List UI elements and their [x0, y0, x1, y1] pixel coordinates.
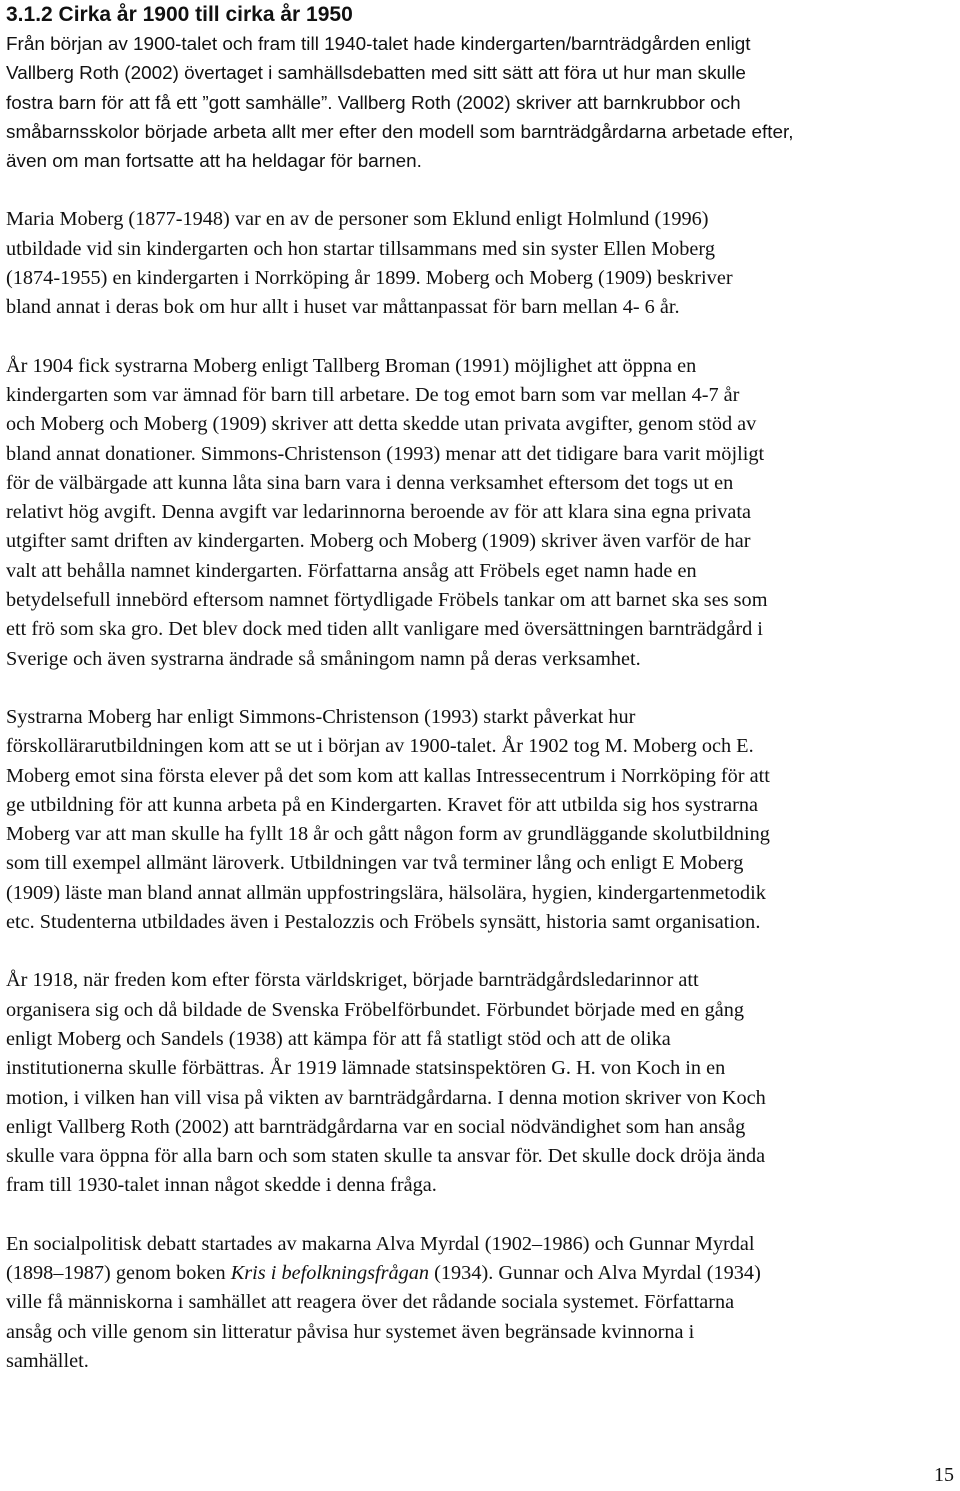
text-line: enligt Moberg och Sandels (1938) att kämpa för att få statligt stöd och att de olika: [6, 1027, 671, 1050]
text-line: Vallberg Roth (2002) övertaget i samhällsdebatten med sitt sätt att föra ut hur man skulle: [6, 63, 746, 85]
text-line: för de välbärgade att kunna låta sina barn vara i denna verksamhet eftersom det togs ut en: [6, 471, 734, 494]
book-title: Kris i befolkningsfrågan: [230, 1261, 430, 1284]
text-line-with-book-title: [6, 1259, 956, 1288]
document-page: [6, 0, 956, 1376]
text-line: Sverige och även systrarna ändrade så småningom namn på deras verksamhet.: [6, 647, 641, 670]
text-line: förskollärarutbildningen kom att se ut i början av 1900-talet. År 1902 tog M. Moberg och E.: [6, 735, 754, 758]
text-line: ville få människorna i samhället att reagera över det rådande sociala systemet. Författarna: [6, 1291, 735, 1314]
text-line: fram till 1930-talet innan något skedde i denna fråga.: [6, 1174, 437, 1197]
text-line: Från början av 1900-talet och fram till 1940-talet hade kindergarten/barnträdgården enligt: [6, 34, 751, 55]
text-line: ansåg och ville genom sin litteratur påvisa hur systemet även begränsade kvinnorna i: [6, 1320, 695, 1343]
text-line: Moberg emot sina första elever på det som kom att kallas Intressecentrum i Norrköping för att: [6, 764, 770, 787]
text-line: En socialpolitisk debatt startades av makarna Alva Myrdal (1902–1986) och Gunnar Myrdal: [6, 1232, 755, 1255]
text-segment: (1898–1987) genom boken: [6, 1261, 231, 1284]
text-line: bland annat i deras bok om hur allt i huset var måttanpassat för barn mellan 4- 6 år.: [6, 296, 680, 319]
text-line: (1874-1955) en kindergarten i Norrköping år 1899. Moberg och Moberg (1909) beskriver: [6, 267, 733, 290]
text-line: skulle vara öppna för alla barn och som staten skulle ta ansvar för. Det skulle dock dröja ända: [6, 1145, 766, 1168]
text-line: bland annat donationer. Simmons-Christenson (1993) menar att det tidigare bara varit möjligt: [6, 442, 765, 465]
text-line: År 1904 fick systrarna Moberg enligt Tallberg Broman (1991) möjlighet att öppna en: [6, 354, 697, 377]
text-line: År 1918, när freden kom efter första världskriget, började barnträdgårdsledarinnor att: [6, 969, 699, 992]
text-line: organisera sig och då bildade de Svenska Fröbelförbundet. Förbundet började med en gång: [6, 998, 745, 1021]
text-segment: (1934). Gunnar och Alva Myrdal (1934): [429, 1261, 761, 1284]
text-line: samhället.: [6, 1349, 89, 1372]
text-line: motion, i vilken han vill visa på vikten av barnträdgårdarna. I denna motion skriver von Koch: [6, 1086, 766, 1109]
text-line: betydelsefull innebörd eftersom namnet förtydligade Fröbels tankar om att barnet ska ses som: [6, 589, 768, 612]
paragraph-ar-1904: [6, 352, 956, 674]
paragraph-intro: [6, 30, 956, 176]
text-line: Maria Moberg (1877-1948) var en av de personer som Eklund enligt Holmlund (1996): [6, 208, 709, 231]
paragraph-ar-1918: [6, 966, 956, 1200]
text-line: institutionerna skulle förbättras. År 1919 lämnade statsinspektören G. H. von Koch in en: [6, 1057, 726, 1080]
text-line: även om man fortsatte att ha heldagar för barnen.: [6, 151, 422, 173]
text-line: småbarnsskolor började arbeta allt mer efter den modell som barnträdgårdarna arbetade efter,: [6, 121, 794, 143]
text-line: ge utbildning för att kunna arbeta på en Kindergarten. Kravet för att utbilda sig hos systrarna: [6, 793, 759, 816]
text-line: relativt hög avgift. Denna avgift var ledarinnorna beroende av för att klara sina egna privata: [6, 501, 752, 524]
text-line: enligt Vallberg Roth (2002) att barnträdgårdarna var en social nödvändighet som han ansåg: [6, 1115, 746, 1138]
text-line: utbildade vid sin kindergarten och hon startar tillsammans med sin syster Ellen Moberg: [6, 237, 715, 260]
text-line: fostra barn för att få ett ”gott samhälle”. Vallberg Roth (2002) skriver att barnkrubbor och: [6, 92, 741, 114]
text-line: (1909) läste man bland annat allmän uppfostringslära, hälsolära, hygien, kindergartenmetodik: [6, 881, 766, 904]
text-line: valt att behålla namnet kindergarten. Författarna ansåg att Fröbels eget namn hade en: [6, 559, 697, 582]
text-line: och Moberg och Moberg (1909) skriver att detta skedde utan privata avgifter, genom stöd av: [6, 413, 757, 436]
text-line: etc. Studenterna utbildades även i Pestalozzis och Fröbels synsätt, historia samt organisation.: [6, 911, 761, 934]
text-line: Moberg var att man skulle ha fyllt 18 år och gått någon form av grundläggande skolutbildning: [6, 823, 770, 846]
text-line: kindergarten som var ämnad för barn till arbetare. De tog emot barn som var mellan 4-7 år: [6, 383, 740, 406]
text-line: ett frö som ska gro. Det blev dock med tiden allt vanligare med översättningen barnträdgård i: [6, 618, 763, 641]
paragraph-myrdal: [6, 1230, 956, 1376]
page-number: 15: [934, 1464, 954, 1486]
paragraph-maria-moberg: [6, 205, 956, 322]
section-heading: 3.1.2 Cirka år 1900 till cirka år 1950: [6, 3, 353, 26]
text-line: Systrarna Moberg har enligt Simmons-Christenson (1993) starkt påverkat hur: [6, 705, 636, 728]
text-line: som till exempel allmänt läroverk. Utbildningen var två terminer lång och enligt E Moberg: [6, 852, 744, 875]
text-line: utgifter samt driften av kindergarten. Moberg och Moberg (1909) skriver även varför de har: [6, 530, 751, 553]
paragraph-forskollararutbildningen: [6, 703, 956, 937]
